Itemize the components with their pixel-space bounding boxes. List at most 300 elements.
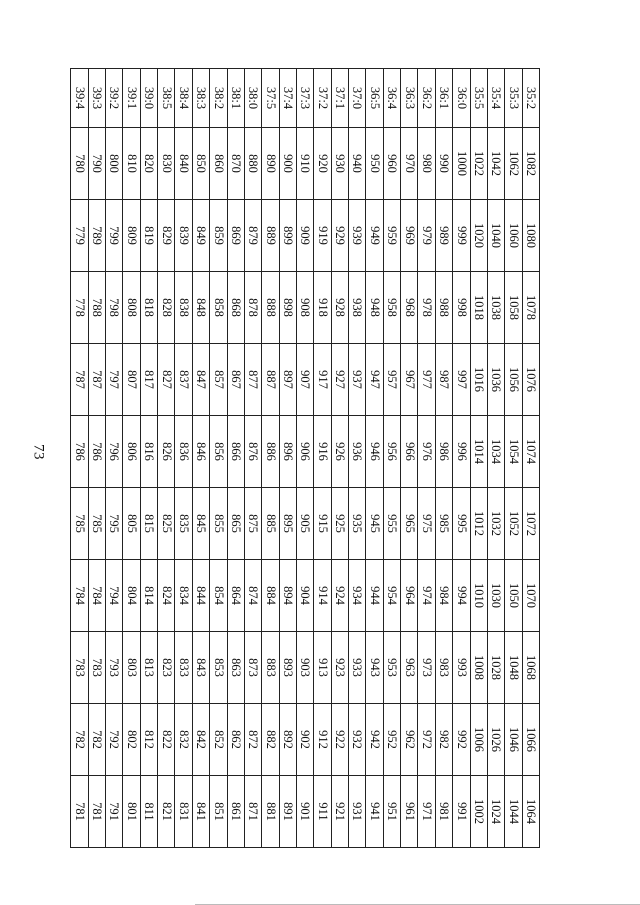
table-cell: 792 — [106, 704, 123, 776]
table-cell: 935 — [349, 488, 366, 560]
table-cell: 875 — [244, 488, 261, 560]
table-cell: 818 — [140, 272, 157, 344]
table-cell: 1070 — [522, 560, 539, 632]
table-cell: 896 — [279, 416, 296, 488]
table-row — [487, 69, 504, 848]
table-cell: 955 — [383, 488, 400, 560]
table-cell: 961 — [401, 776, 418, 848]
table-cell: 823 — [158, 632, 175, 704]
table-cell: 945 — [366, 488, 383, 560]
table-cell: 987 — [435, 344, 452, 416]
table-cell: 784 — [88, 560, 105, 632]
table-cell: 938 — [349, 272, 366, 344]
table-cell: 1076 — [522, 344, 539, 416]
table-cell: 956 — [383, 416, 400, 488]
table-cell: 919 — [314, 200, 331, 272]
table-cell: 871 — [244, 776, 261, 848]
table-cell: 931 — [349, 776, 366, 848]
table-cell: 782 — [88, 704, 105, 776]
table-cell: 810 — [123, 128, 140, 200]
table-cell: 998 — [453, 272, 470, 344]
table-cell: 779 — [71, 200, 89, 272]
table-cell: 946 — [366, 416, 383, 488]
table-cell: 781 — [88, 776, 105, 848]
table-cell: 840 — [175, 128, 192, 200]
row-label-cell: 36:4 — [383, 69, 400, 128]
table-cell: 782 — [71, 704, 89, 776]
table-cell: 785 — [88, 488, 105, 560]
table-cell: 830 — [158, 128, 175, 200]
table-cell: 907 — [296, 344, 313, 416]
table-row — [140, 69, 157, 848]
table-cell: 933 — [349, 632, 366, 704]
table-cell: 1072 — [522, 488, 539, 560]
table-row — [88, 69, 105, 848]
table-cell: 1010 — [470, 560, 487, 632]
table-cell: 868 — [227, 272, 244, 344]
table-cell: 854 — [210, 560, 227, 632]
row-label-cell: 36:0 — [453, 69, 470, 128]
table-cell: 833 — [175, 632, 192, 704]
table-cell: 846 — [192, 416, 209, 488]
table-cell: 991 — [453, 776, 470, 848]
table-cell: 952 — [383, 704, 400, 776]
table-cell: 831 — [175, 776, 192, 848]
table-cell: 1008 — [470, 632, 487, 704]
table-cell: 798 — [106, 272, 123, 344]
table-cell: 903 — [296, 632, 313, 704]
row-label-cell: 36:3 — [401, 69, 418, 128]
table-cell: 863 — [227, 632, 244, 704]
table-cell: 1056 — [505, 344, 522, 416]
table-cell: 856 — [210, 416, 227, 488]
table-cell: 883 — [262, 632, 279, 704]
table-cell: 947 — [366, 344, 383, 416]
table-cell: 932 — [349, 704, 366, 776]
table-row — [505, 69, 522, 848]
table-row — [418, 69, 435, 848]
table-cell: 982 — [435, 704, 452, 776]
table-cell: 940 — [349, 128, 366, 200]
table-cell: 965 — [401, 488, 418, 560]
table-cell: 1040 — [487, 200, 504, 272]
table-cell: 867 — [227, 344, 244, 416]
table-cell: 1064 — [522, 776, 539, 848]
table-cell: 914 — [314, 560, 331, 632]
table-row — [279, 69, 296, 848]
table-cell: 842 — [192, 704, 209, 776]
table-cell: 786 — [88, 416, 105, 488]
row-label-cell: 36:2 — [418, 69, 435, 128]
table-cell: 939 — [349, 200, 366, 272]
table-cell: 911 — [314, 776, 331, 848]
row-label-cell: 39:3 — [88, 69, 105, 128]
row-label-cell: 37:4 — [279, 69, 296, 128]
table-cell: 888 — [262, 272, 279, 344]
table-cell: 812 — [140, 704, 157, 776]
table-cell: 1022 — [470, 128, 487, 200]
table-cell: 1000 — [453, 128, 470, 200]
table-cell: 1006 — [470, 704, 487, 776]
table-row — [453, 69, 470, 848]
table-cell: 787 — [88, 344, 105, 416]
table-cell: 809 — [123, 200, 140, 272]
table-cell: 951 — [383, 776, 400, 848]
table-cell: 1002 — [470, 776, 487, 848]
table-cell: 860 — [210, 128, 227, 200]
table-cell: 788 — [88, 272, 105, 344]
row-label-cell: 39:2 — [106, 69, 123, 128]
table-cell: 898 — [279, 272, 296, 344]
table-cell: 995 — [453, 488, 470, 560]
table-cell: 838 — [175, 272, 192, 344]
table-cell: 915 — [314, 488, 331, 560]
table-cell: 811 — [140, 776, 157, 848]
table-cell: 905 — [296, 488, 313, 560]
table-row — [366, 69, 383, 848]
table-cell: 825 — [158, 488, 175, 560]
table-cell: 924 — [331, 560, 348, 632]
table-cell: 990 — [435, 128, 452, 200]
table-cell: 923 — [331, 632, 348, 704]
table-row — [349, 69, 366, 848]
table-row — [210, 69, 227, 848]
table-cell: 890 — [262, 128, 279, 200]
table-body — [71, 69, 540, 848]
table-cell: 837 — [175, 344, 192, 416]
table-cell: 928 — [331, 272, 348, 344]
table-cell: 1062 — [505, 128, 522, 200]
table-cell: 992 — [453, 704, 470, 776]
table-cell: 781 — [71, 776, 89, 848]
table-cell: 954 — [383, 560, 400, 632]
table-cell: 989 — [435, 200, 452, 272]
table-row — [244, 69, 261, 848]
table-cell: 851 — [210, 776, 227, 848]
table-cell: 930 — [331, 128, 348, 200]
table-cell: 904 — [296, 560, 313, 632]
table-cell: 848 — [192, 272, 209, 344]
table-row — [470, 69, 487, 848]
page-number: 73 — [30, 444, 47, 460]
table-cell: 959 — [383, 200, 400, 272]
table-cell: 817 — [140, 344, 157, 416]
table-cell: 902 — [296, 704, 313, 776]
table-cell: 937 — [349, 344, 366, 416]
table-cell: 861 — [227, 776, 244, 848]
table-cell: 801 — [123, 776, 140, 848]
table-cell: 983 — [435, 632, 452, 704]
table-cell: 1068 — [522, 632, 539, 704]
table-cell: 918 — [314, 272, 331, 344]
table-cell: 834 — [175, 560, 192, 632]
table-cell: 1030 — [487, 560, 504, 632]
table-row — [383, 69, 400, 848]
table-row — [192, 69, 209, 848]
table-cell: 784 — [71, 560, 89, 632]
table-cell: 889 — [262, 200, 279, 272]
table-cell: 881 — [262, 776, 279, 848]
table-cell: 1078 — [522, 272, 539, 344]
table-cell: 832 — [175, 704, 192, 776]
table-cell: 820 — [140, 128, 157, 200]
table-cell: 1014 — [470, 416, 487, 488]
table-cell: 874 — [244, 560, 261, 632]
table-cell: 858 — [210, 272, 227, 344]
table-cell: 960 — [383, 128, 400, 200]
table-cell: 849 — [192, 200, 209, 272]
table-cell: 1034 — [487, 416, 504, 488]
table-cell: 886 — [262, 416, 279, 488]
table-cell: 1032 — [487, 488, 504, 560]
table-cell: 950 — [366, 128, 383, 200]
row-label-cell: 36:1 — [435, 69, 452, 128]
table-cell: 827 — [158, 344, 175, 416]
table-cell: 944 — [366, 560, 383, 632]
table-cell: 816 — [140, 416, 157, 488]
table-row — [106, 69, 123, 848]
table-cell: 925 — [331, 488, 348, 560]
table-cell: 936 — [349, 416, 366, 488]
table-cell: 808 — [123, 272, 140, 344]
table-cell: 855 — [210, 488, 227, 560]
table-cell: 800 — [106, 128, 123, 200]
table-cell: 785 — [71, 488, 89, 560]
table-cell: 783 — [88, 632, 105, 704]
table-cell: 878 — [244, 272, 261, 344]
table-cell: 1066 — [522, 704, 539, 776]
table-cell: 981 — [435, 776, 452, 848]
row-label-cell: 37:5 — [262, 69, 279, 128]
table-cell: 783 — [71, 632, 89, 704]
table-cell: 870 — [227, 128, 244, 200]
table-cell: 893 — [279, 632, 296, 704]
table-cell: 988 — [435, 272, 452, 344]
row-label-cell: 35:5 — [470, 69, 487, 128]
table-cell: 877 — [244, 344, 261, 416]
table-cell: 879 — [244, 200, 261, 272]
table-cell: 927 — [331, 344, 348, 416]
table-cell: 805 — [123, 488, 140, 560]
table-cell: 803 — [123, 632, 140, 704]
row-label-cell: 35:4 — [487, 69, 504, 128]
row-label-cell: 38:3 — [192, 69, 209, 128]
table-cell: 994 — [453, 560, 470, 632]
table-cell: 970 — [401, 128, 418, 200]
row-label-cell: 38:5 — [158, 69, 175, 128]
row-label-cell: 35:3 — [505, 69, 522, 128]
table-cell: 844 — [192, 560, 209, 632]
table-cell: 872 — [244, 704, 261, 776]
table-cell: 894 — [279, 560, 296, 632]
table-row — [435, 69, 452, 848]
table-row — [522, 69, 539, 848]
table-cell: 969 — [401, 200, 418, 272]
table-cell: 920 — [314, 128, 331, 200]
table-cell: 958 — [383, 272, 400, 344]
table-cell: 929 — [331, 200, 348, 272]
table-cell: 964 — [401, 560, 418, 632]
table-cell: 787 — [71, 344, 89, 416]
table-row — [296, 69, 313, 848]
table-cell: 973 — [418, 632, 435, 704]
table-cell: 1048 — [505, 632, 522, 704]
table-cell: 807 — [123, 344, 140, 416]
table-cell: 1046 — [505, 704, 522, 776]
table-cell: 843 — [192, 632, 209, 704]
table-cell: 853 — [210, 632, 227, 704]
table-row — [158, 69, 175, 848]
table-cell: 835 — [175, 488, 192, 560]
table-cell: 984 — [435, 560, 452, 632]
table-cell: 900 — [279, 128, 296, 200]
table-cell: 899 — [279, 200, 296, 272]
table-cell: 795 — [106, 488, 123, 560]
table-cell: 997 — [453, 344, 470, 416]
table-cell: 999 — [453, 200, 470, 272]
table-cell: 1036 — [487, 344, 504, 416]
data-table — [70, 68, 540, 848]
table-cell: 845 — [192, 488, 209, 560]
table-cell: 1074 — [522, 416, 539, 488]
row-label-cell: 35:2 — [522, 69, 539, 128]
table-cell: 778 — [71, 272, 89, 344]
table-cell: 789 — [88, 200, 105, 272]
table-cell: 916 — [314, 416, 331, 488]
row-label-cell: 39:0 — [140, 69, 157, 128]
table-cell: 1024 — [487, 776, 504, 848]
table-cell: 966 — [401, 416, 418, 488]
table-cell: 1060 — [505, 200, 522, 272]
table-cell: 942 — [366, 704, 383, 776]
table-cell: 1050 — [505, 560, 522, 632]
table-cell: 906 — [296, 416, 313, 488]
table-cell: 828 — [158, 272, 175, 344]
table-cell: 908 — [296, 272, 313, 344]
table-cell: 897 — [279, 344, 296, 416]
rotated-table-region — [70, 68, 540, 848]
table-cell: 869 — [227, 200, 244, 272]
table-cell: 862 — [227, 704, 244, 776]
table-cell: 892 — [279, 704, 296, 776]
table-cell: 1018 — [470, 272, 487, 344]
table-cell: 813 — [140, 632, 157, 704]
table-cell: 887 — [262, 344, 279, 416]
table-cell: 922 — [331, 704, 348, 776]
table-row — [314, 69, 331, 848]
row-label-cell: 37:2 — [314, 69, 331, 128]
table-cell: 967 — [401, 344, 418, 416]
row-label-cell: 36:5 — [366, 69, 383, 128]
table-cell: 866 — [227, 416, 244, 488]
table-cell: 821 — [158, 776, 175, 848]
table-cell: 826 — [158, 416, 175, 488]
table-cell: 882 — [262, 704, 279, 776]
table-row — [401, 69, 418, 848]
table-cell: 841 — [192, 776, 209, 848]
table-cell: 977 — [418, 344, 435, 416]
table-cell: 926 — [331, 416, 348, 488]
table-cell: 980 — [418, 128, 435, 200]
table-cell: 972 — [418, 704, 435, 776]
table-cell: 985 — [435, 488, 452, 560]
table-cell: 974 — [418, 560, 435, 632]
table-cell: 1028 — [487, 632, 504, 704]
table-cell: 884 — [262, 560, 279, 632]
table-cell: 1038 — [487, 272, 504, 344]
row-label-cell: 38:2 — [210, 69, 227, 128]
table-cell: 957 — [383, 344, 400, 416]
table-cell: 968 — [401, 272, 418, 344]
table-cell: 850 — [192, 128, 209, 200]
table-cell: 1080 — [522, 200, 539, 272]
table-cell: 948 — [366, 272, 383, 344]
table-cell: 815 — [140, 488, 157, 560]
table-cell: 996 — [453, 416, 470, 488]
table-cell: 876 — [244, 416, 261, 488]
table-cell: 910 — [296, 128, 313, 200]
table-cell: 796 — [106, 416, 123, 488]
table-cell: 873 — [244, 632, 261, 704]
table-cell: 791 — [106, 776, 123, 848]
table-cell: 895 — [279, 488, 296, 560]
table-cell: 943 — [366, 632, 383, 704]
table-cell: 912 — [314, 704, 331, 776]
table-cell: 799 — [106, 200, 123, 272]
table-row — [331, 69, 348, 848]
table-cell: 847 — [192, 344, 209, 416]
table-cell: 909 — [296, 200, 313, 272]
table-row — [175, 69, 192, 848]
table-cell: 865 — [227, 488, 244, 560]
table-cell: 819 — [140, 200, 157, 272]
table-cell: 790 — [88, 128, 105, 200]
table-cell: 1044 — [505, 776, 522, 848]
table-cell: 986 — [435, 416, 452, 488]
table-row — [227, 69, 244, 848]
row-label-cell: 38:4 — [175, 69, 192, 128]
table-cell: 921 — [331, 776, 348, 848]
table-cell: 880 — [244, 128, 261, 200]
table-row — [71, 69, 89, 848]
table-cell: 859 — [210, 200, 227, 272]
table-cell: 794 — [106, 560, 123, 632]
table-cell: 797 — [106, 344, 123, 416]
table-cell: 1012 — [470, 488, 487, 560]
table-cell: 993 — [453, 632, 470, 704]
table-cell: 1058 — [505, 272, 522, 344]
row-label-cell: 37:1 — [331, 69, 348, 128]
table-cell: 975 — [418, 488, 435, 560]
table-cell: 780 — [71, 128, 89, 200]
table-cell: 1082 — [522, 128, 539, 200]
table-row — [123, 69, 140, 848]
table-cell: 885 — [262, 488, 279, 560]
table-cell: 976 — [418, 416, 435, 488]
table-cell: 891 — [279, 776, 296, 848]
table-cell: 1026 — [487, 704, 504, 776]
table-cell: 953 — [383, 632, 400, 704]
row-label-cell: 38:0 — [244, 69, 261, 128]
table-cell: 913 — [314, 632, 331, 704]
table-cell: 971 — [418, 776, 435, 848]
table-cell: 1042 — [487, 128, 504, 200]
table-cell: 814 — [140, 560, 157, 632]
table-cell: 941 — [366, 776, 383, 848]
table-cell: 829 — [158, 200, 175, 272]
table-cell: 824 — [158, 560, 175, 632]
table-cell: 786 — [71, 416, 89, 488]
